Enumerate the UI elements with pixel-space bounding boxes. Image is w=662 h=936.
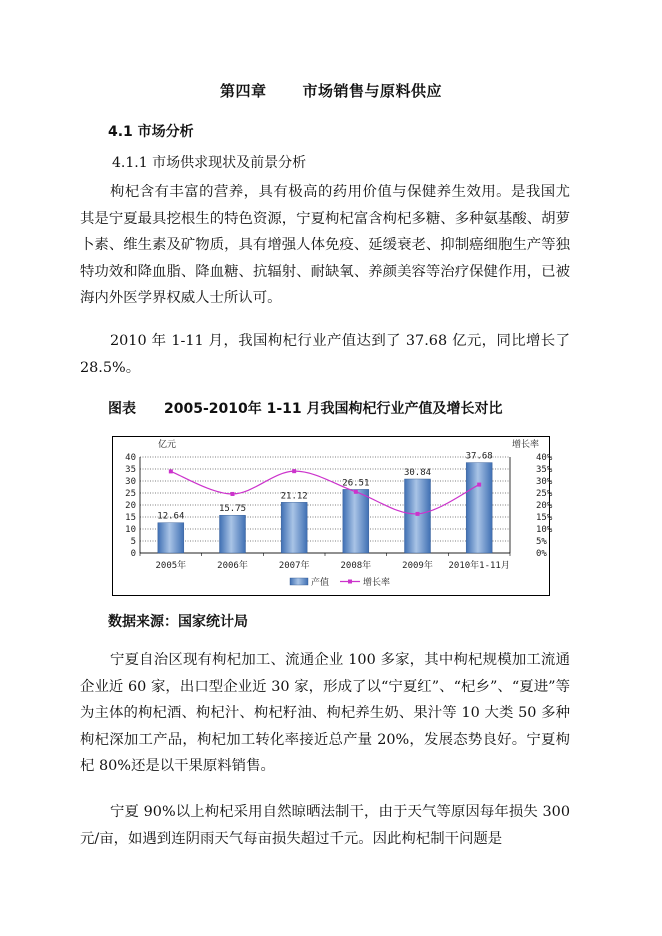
left-axis-tick: 20 xyxy=(125,501,136,511)
growth-point-1 xyxy=(169,469,173,473)
bar-6 xyxy=(466,463,492,553)
data-source: 数据来源：国家统计局 xyxy=(108,614,248,630)
left-axis-tick: 5 xyxy=(130,537,136,547)
category-label: 2006年 xyxy=(217,561,248,571)
right-axis-tick: 30% xyxy=(536,477,553,487)
bar-2 xyxy=(220,515,246,553)
legend-label-growth: 增长率 xyxy=(363,578,391,588)
category-label: 2009年 xyxy=(402,561,433,571)
bar-5 xyxy=(405,479,431,553)
growth-point-6 xyxy=(477,483,481,487)
category-label: 2007年 xyxy=(278,561,310,571)
bar-4 xyxy=(343,489,369,553)
chapter-title xyxy=(0,80,662,101)
left-axis-tick: 15 xyxy=(125,513,136,523)
right-axis-tick: 5% xyxy=(536,537,547,547)
growth-point-5 xyxy=(416,512,420,516)
legend-label-output: 产值 xyxy=(311,578,330,588)
category-label: 2008年 xyxy=(340,561,372,571)
bar-3 xyxy=(281,502,307,553)
growth-point-2 xyxy=(231,492,235,496)
figure-label: 图表 xyxy=(108,401,136,417)
bar-value-label: 15.75 xyxy=(218,504,247,515)
chapter-number: 第四章 xyxy=(219,82,267,100)
output-growth-chart xyxy=(112,436,553,596)
right-axis-tick: 35% xyxy=(536,465,553,475)
left-axis-tick: 30 xyxy=(125,477,136,487)
section-heading: 4.1 市场分析 xyxy=(108,124,194,140)
right-axis-tick: 10% xyxy=(536,525,553,535)
right-axis-tick: 40% xyxy=(536,453,553,463)
left-axis-tick: 25 xyxy=(125,489,136,499)
paragraph-output-value: 2010 年 1-11 月，我国枸杞行业产值达到了 37.68 亿元，同比增长了 28.5%。 xyxy=(80,333,570,376)
figure-title: 2005-2010年 1-11 月我国枸杞行业产值及增长对比 xyxy=(164,401,503,417)
paragraph-intro: 枸杞含有丰富的营养，具有极高的药用价值与保健养生效用。是我国尤其是宁夏最具挖根生的特色资源，宁夏枸杞富含枸杞多糖、多种氨基酸、胡萝卜素、维生素及矿物质，具有增强人体免疫、延缓衰老、抑制癌细胞生产等独特功效和降血脂、降血糖、抗辐射、耐缺氧、养颜美容等治疗保健作用，已被海内外医学界权威人士所认可。 xyxy=(80,184,570,306)
right-axis-unit: 增长率 xyxy=(512,440,540,450)
figure-caption xyxy=(108,398,503,418)
legend-bar-swatch xyxy=(290,578,308,585)
subsection-heading: 4.1.1 市场供求现状及前景分析 xyxy=(112,155,307,171)
paragraph-processing: 宁夏自治区现有枸杞加工、流通企业 100 多家，其中枸杞规模加工流通企业近 60 家，出口型企业近 30 家，形成了以“宁夏红”、“杞乡”、“夏进”等为主体的枸杞酒、枸杞汁、枸杞籽油、枸杞养生奶、果汁等 10 大类 50 多种枸杞深加工产品，枸杞加工转化率接近总产量 20%，发展态势良好。宁夏枸杞 80%还是以干果原料销售。 xyxy=(80,652,570,774)
left-axis-tick: 35 xyxy=(125,465,136,475)
left-axis-tick: 10 xyxy=(125,525,136,535)
right-axis-tick: 0% xyxy=(536,549,547,559)
right-axis-tick: 20% xyxy=(536,501,553,511)
chapter-name: 市场销售与原料供应 xyxy=(302,82,443,100)
legend-line-marker xyxy=(348,580,352,584)
left-axis-unit: 亿元 xyxy=(158,440,177,450)
growth-point-3 xyxy=(292,469,296,473)
category-label: 2010年1-11月 xyxy=(448,561,510,571)
bar-value-label: 30.84 xyxy=(403,467,432,478)
right-axis-tick: 25% xyxy=(536,489,553,499)
category-label: 2005年 xyxy=(155,561,187,571)
bar-value-label: 26.51 xyxy=(342,478,370,489)
bar-value-label: 12.64 xyxy=(157,511,185,522)
paragraph-drying: 宁夏 90%以上枸杞采用自然晾晒法制干，由于天气等原因每年损失 300 元/亩，如遇到连阴雨天气每亩损失超过千元。因此枸杞制干问题是 xyxy=(80,804,570,847)
right-axis-tick: 15% xyxy=(536,513,553,523)
bar-value-label: 21.12 xyxy=(280,491,308,502)
left-axis-tick: 40 xyxy=(125,453,136,463)
left-axis-tick: 0 xyxy=(130,549,136,559)
bar-1 xyxy=(158,523,184,553)
bar-value-label: 37.68 xyxy=(465,451,493,462)
growth-point-4 xyxy=(354,490,358,494)
